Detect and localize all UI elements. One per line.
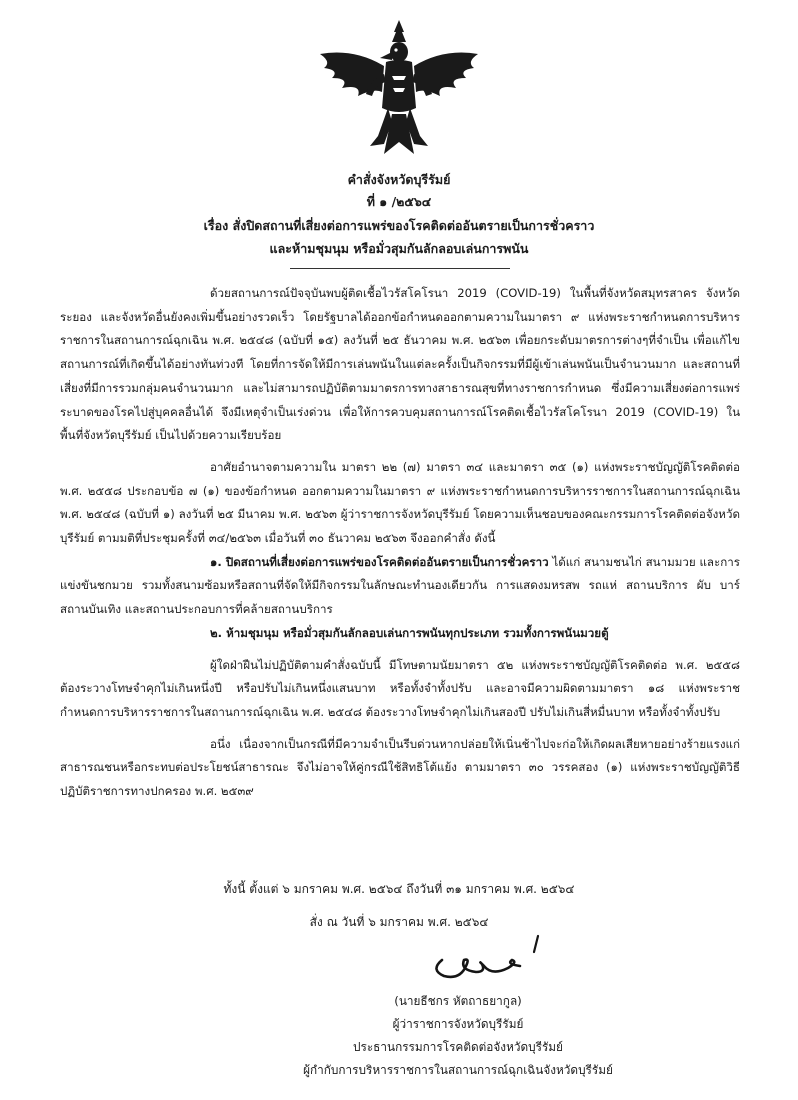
paragraph-authority: อาศัยอำนาจตามความใน มาตรา ๒๒ (๗) มาตรา ๓๔ และมาตรา ๓๕ (๑) แห่งพระราชบัญญัติโรคติดต่อ พ.ศ. ๒๕๕๘ ประกอบข้อ ๗ (๑) ของข้อกำหนด ออกตามความในมาตรา ๙ แห่งพระราชกำหนดการบริหารราชการในสถานการณ์ฉุกเฉิน พ.ศ. ๒๕๔๘ (ฉบับที่ ๑) ลงวันที่ ๒๕ มีนาคม พ.ศ. ๒๕๖๓ ผู้ว่าราชการจังหวัดบุรีรัมย์ โดยความเห็นชอบของคณะกรรมการโรคติดต่อจังหวัดบุรีรัมย์ ตามมติที่ประชุมครั้งที่ ๓๔/๒๕๖๓ เมื่อวันที่ ๓๐ ธันวาคม ๒๕๖๓ จึงออกคำสั่ง ดังนี้ [60,459,740,546]
subject-line-2: และห้ามชุมนุม หรือมั่วสุมกันลักลอบเล่นการพนัน [269,241,529,256]
paragraph-urgency: อนึ่ง เนื่องจากเป็นกรณีที่มีความจำเป็นรีบด่วนหากปล่อยให้เนิ่นช้าไปจะก่อให้เกิดผลเสียหายอย่างร้ายแรงแก่สาธารณชนหรือกระทบต่อประโยชน์สาธารณะ จึงไม่อาจให้คู่กรณีใช้สิทธิโต้แย้ง ตามมาตรา ๓๐ วรรคสอง (๑) แห่งพระราชบัญญัติวิธีปฏิบัติราชการทางปกครอง พ.ศ. ๒๕๓๙ [60,736,740,799]
paragraph-background: ด้วยสถานการณ์ปัจจุบันพบผู้ติดเชื้อไวรัสโคโรนา 2019 (COVID-19) ในพื้นที่จังหวัดสมุทรสาคร จังหวัดระยอง และจังหวัดอื่นยังคงเพิ่มขึ้นอย่างรวดเร็ว โดยรัฐบาลได้ออกข้อกำหนดออกตามความในมาตรา ๙ แห่งพระราชกำหนดการบริหารราชการในสถานการณ์ฉุกเฉิน พ.ศ. ๒๕๔๘ (ฉบับที่ ๑๕) ลงวันที่ ๒๕ ธันวาคม พ.ศ. ๒๕๖๓ เพื่อยกระดับมาตรการต่างๆที่จำเป็น เพื่อแก้ไขสถานการณ์ที่เกิดขึ้นได้อย่างทันท่วงที โดยที่การจัดให้มีการเล่นพนันในแต่ละครั้งเป็นกิจกรรมที่มีผู้เข้าเล่นพนันเป็นจำนวนมาก และสถานที่เสี่ยงที่มีการรวมกลุ่มคนจำนวนมาก และไม่สามารถปฏิบัติตามมาตรการทางสาธารณสุขที่ทางราชการกำหนด ซึ่งมีความเสี่ยงต่อการแพร่ระบาดของโรคไปสู่บุคคลอื่นได้ จึงมีเหตุจำเป็นเร่งด่วน เพื่อให้การควบคุมสถานการณ์โรคติดเชื้อไวรัสโคโรนา 2019 (COVID-19) ในพื้นที่จังหวัดบุรีรัมย์ เป็นไปด้วยความเรียบร้อย [60,286,740,443]
signer-title-governor: ผู้ว่าราชการจังหวัดบุรีรัมย์ [392,1017,524,1031]
paragraph-penalty: ผู้ใดฝ่าฝืนไม่ปฏิบัติตามคำสั่งฉบับนี้ มีโทษตามนัยมาตรา ๕๒ แห่งพระราชบัญญัติโรคติดต่อ พ.ศ. ๒๕๕๘ ต้องระวางโทษจำคุกไม่เกินหนึ่งปี หรือปรับไม่เกินหนึ่งแสนบาท หรือทั้งจำทั้งปรับ และอาจมีความผิดตามมาตรา ๑๘ แห่งพระราชกำหนดการบริหารราชการในสถานการณ์ฉุกเฉิน พ.ศ. ๒๕๔๘ ต้องระวางโทษจำคุกไม่เกินสองปี ปรับไม่เกินสี่หมื่นบาท หรือทั้งจำทั้งปรับ [60,657,740,719]
paragraph-clause-1 [60,551,740,622]
paragraph-clause-2: ๒. ห้ามชุมนุม หรือมั่วสุมกันลักลอบเล่นการพนันทุกประเภท รวมทั้งการพนันมวยตู้ [210,625,609,640]
signature-icon [420,930,560,990]
signer-title-emergency: ผู้กำกับการบริหารราชการในสถานการณ์ฉุกเฉินจังหวัดบุรีรัมย์ [303,1063,613,1077]
signature-block [268,990,648,1082]
garuda-emblem-icon [314,18,484,158]
effective-period: ทั้งนี้ ตั้งแต่ ๖ มกราคม พ.ศ. ๒๕๖๔ ถึงวันที่ ๓๑ มกราคม พ.ศ. ๒๕๖๔ [223,882,575,896]
clause-1-heading: ๑. ปิดสถานที่เสี่ยงต่อการแพร่ของโรคติดต่ออันตรายเป็นการชั่วคราว [210,554,549,569]
subject-line-1: เรื่อง สั่งปิดสถานที่เสี่ยงต่อการแพร่ของโรคติดต่ออันตรายเป็นการชั่วคราว [203,218,595,233]
signer-name: (นายธีชกร หัตถาธยากูล) [394,994,522,1008]
signer-title-committee: ประธานกรรมการโรคติดต่อจังหวัดบุรีรัมย์ [353,1040,563,1054]
header-divider [290,268,510,269]
order-title: คำสั่งจังหวัดบุรีรัมย์ [347,172,451,187]
order-body [60,282,740,804]
clause-1-text: ได้แก่ สนามชนไก่ สนามมวย และการแข่งขันชกมวย รวมทั้งสนามซ้อมหรือสถานที่จัดให้มีกิจกรรมในลักษณะทำนองเดียวกัน การแสดงมหรสพ รถแห่ สถานบริการ ผับ บาร์ สถานบันเทิง และสถานประกอบการที่คล้ายสถานบริการ [60,554,741,617]
order-number: ที่ ๑ /๒๕๖๔ [366,194,432,209]
order-date: สั่ง ณ วันที่ ๖ มกราคม พ.ศ. ๒๕๖๔ [309,915,489,929]
